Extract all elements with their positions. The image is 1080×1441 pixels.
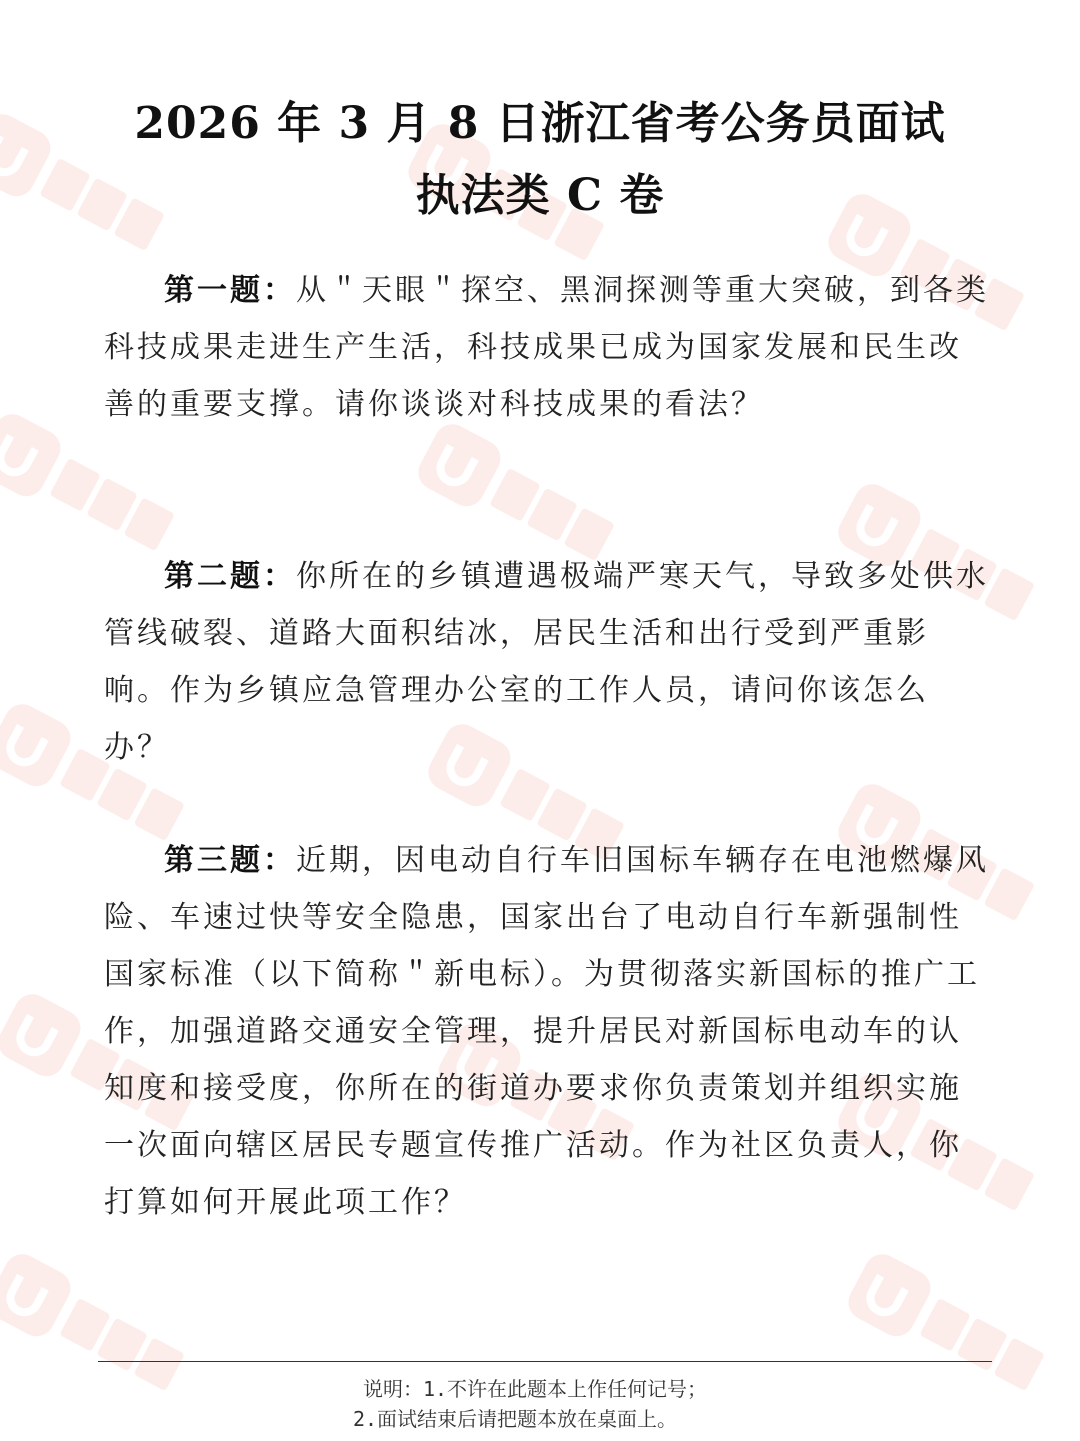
question-1-label: 第一题： xyxy=(164,273,296,308)
page-subtitle: 执法类 C 卷 xyxy=(415,170,665,221)
page-title: 2026 年 3 月 8 日浙江省考公务员面试 xyxy=(134,98,946,149)
footer-divider xyxy=(98,1361,992,1362)
note-line-1: 说明：1.不许在此题本上作任何记号； xyxy=(362,1377,708,1401)
question-1-text: 从＂天眼＂探空、黑洞探测等重大突破，到各类科技成果走进生产生活，科技成果已成为国家发展和民生改善的重要支撑。请你谈谈对科技成果的看法？ xyxy=(104,273,989,422)
question-3-label: 第三题： xyxy=(164,843,296,878)
question-2-label: 第二题： xyxy=(164,559,296,594)
question-2-text: 你所在的乡镇遭遇极端严寒天气，导致多处供水管线破裂、道路大面积结冰，居民生活和出行受到严重影响。作为乡镇应急管理办公室的工作人员，请问你该怎么办？ xyxy=(104,559,989,765)
note-line-2: 2.面试结束后请把题本放在桌面上。 xyxy=(352,1407,678,1431)
question-2 xyxy=(104,548,990,776)
question-3-text: 近期，因电动自行车旧国标车辆存在电池燃爆风险、车速过快等安全隐患，国家出台了电动自行车新强制性国家标准（以下简称＂新电标）。为贯彻落实新国标的推广工作，加强道路交通安全管理，提升居民对新国标电动车的认知度和接受度，你所在的街道办要求你负责策划并组织实施一次面向辖区居民专题宣传推广活动。作为社区负责人，你打算如何开展此项工作？ xyxy=(104,843,989,1220)
question-3 xyxy=(104,832,990,1231)
question-1 xyxy=(104,262,990,433)
footer-notes xyxy=(0,1374,1080,1434)
